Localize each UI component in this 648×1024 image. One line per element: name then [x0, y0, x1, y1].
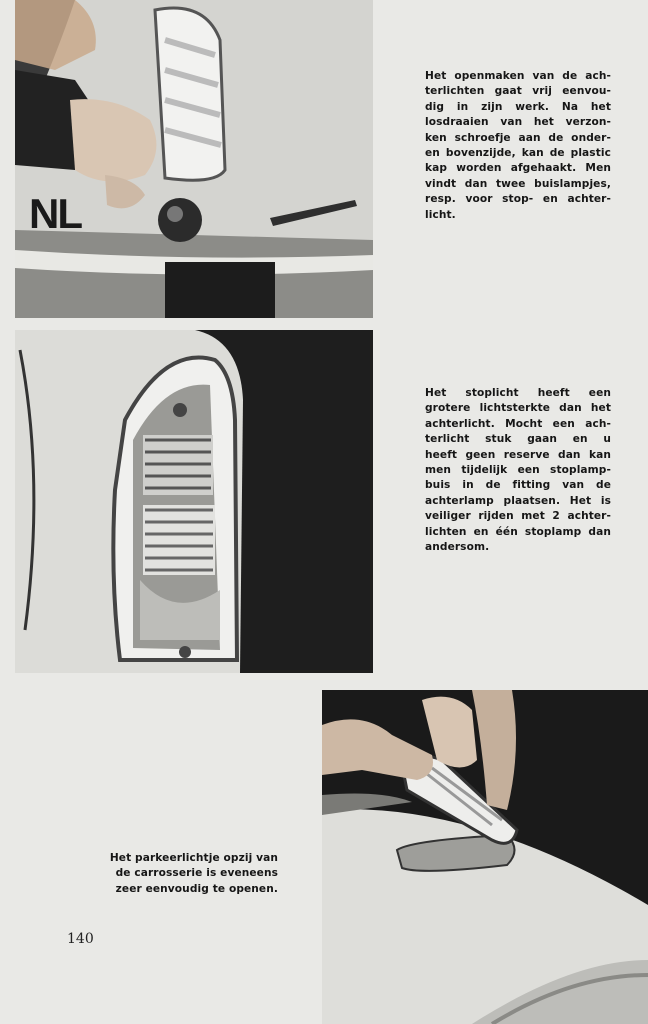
caption-stop-light	[425, 386, 611, 555]
caption-parking-light	[95, 851, 278, 897]
caption-line: de carrosserie is eveneens	[115, 867, 278, 880]
caption-line: lichten en één stoplamp dan	[425, 525, 611, 538]
license-plate-text: NL	[29, 190, 81, 237]
photo-parking-light	[322, 690, 648, 1024]
caption-line: ken schroefje aan de onder-	[425, 131, 611, 144]
caption-line: zeer eenvoudig te openen.	[115, 882, 278, 895]
caption-tail-light-opening	[425, 69, 611, 223]
caption-line: grotere lichtsterkte dan het	[425, 402, 611, 415]
page-number: 140	[67, 931, 94, 947]
caption-line: achterlamp plaatsen. Het is	[425, 494, 611, 507]
photo-tail-light-open	[15, 330, 373, 673]
caption-line: licht.	[425, 208, 456, 221]
caption-line: achterlicht. Mocht een ach-	[425, 417, 611, 430]
photo-tail-light-removal	[15, 0, 373, 318]
caption-line: dig in zijn werk. Na het	[425, 100, 611, 113]
caption-line: resp. voor stop- en achter-	[425, 193, 611, 206]
caption-line: Het stoplicht heeft een	[425, 387, 611, 399]
caption-line: veiliger rijden met 2 achter-	[425, 510, 611, 523]
caption-line: men tijdelijk een stoplamp-	[425, 464, 611, 477]
caption-line: buis in de fitting van de	[425, 479, 611, 492]
caption-line: kap worden afgehaakt. Men	[425, 162, 611, 175]
caption-line: andersom.	[425, 541, 490, 554]
caption-line: terlicht stuk gaan en u	[425, 433, 611, 446]
caption-line: Het openmaken van de ach-	[425, 70, 611, 82]
caption-line: en bovenzijde, kan de plastic	[425, 147, 611, 160]
caption-line: heeft geen reserve dan kan	[425, 448, 611, 461]
caption-line: vindt dan twee buislampjes,	[425, 177, 611, 190]
caption-line: terlichten gaat vrij eenvou-	[425, 85, 611, 98]
caption-line: losdraaien van het verzon-	[425, 116, 611, 129]
caption-line: Het parkeerlichtje opzij van	[109, 852, 278, 864]
